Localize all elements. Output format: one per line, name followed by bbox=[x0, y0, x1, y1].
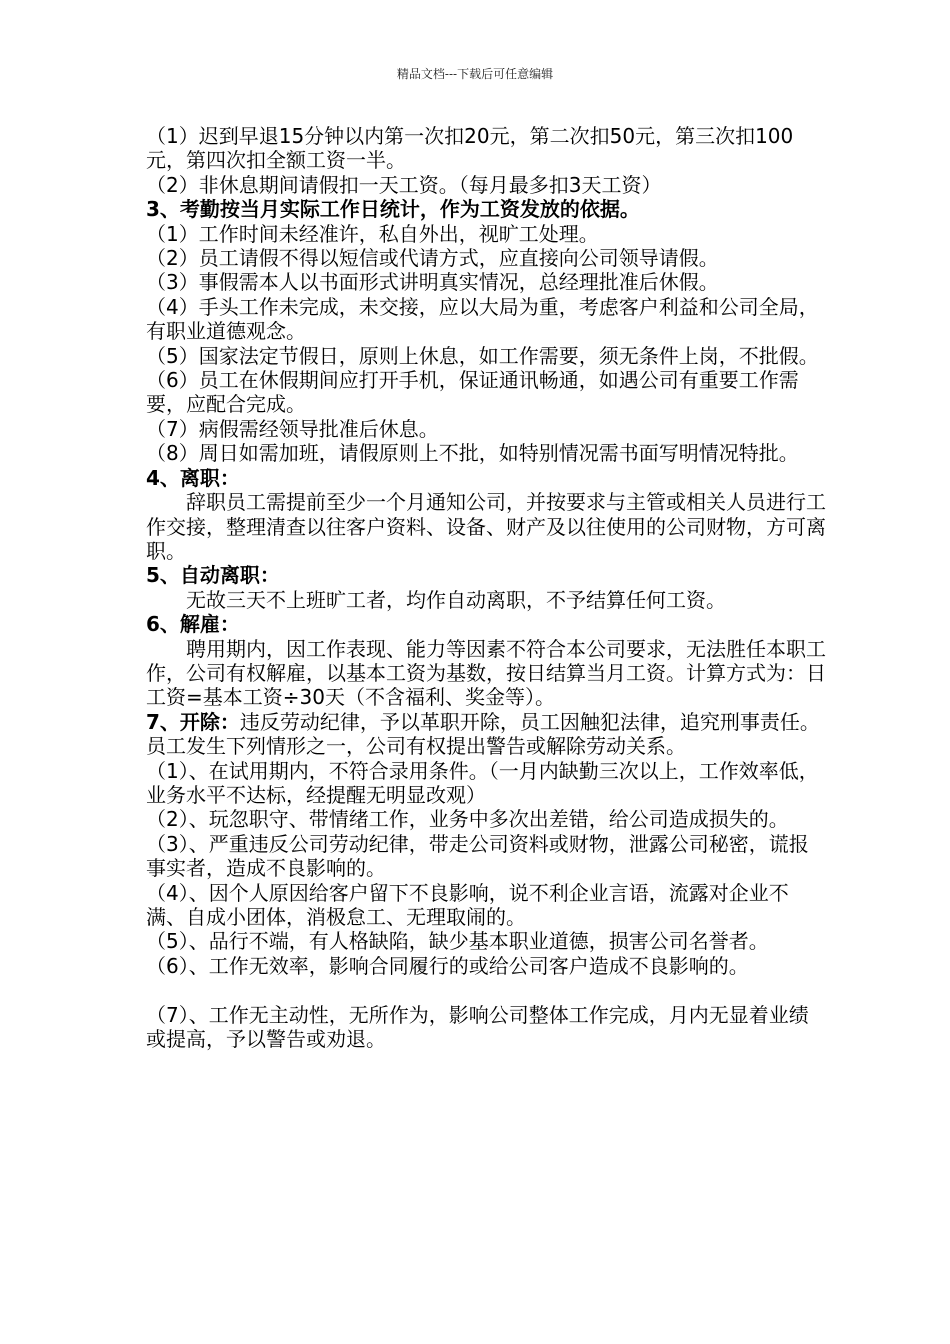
paragraph-warning-7: （7）、工作无主动性，无所作为，影响公司整体工作完成，月内无显着业绩或提高，予以警告或劝退。 bbox=[146, 1002, 809, 1052]
paragraph-attendance-6: （6）员工在休假期间应打开手机，保证通讯畅通，如遇公司有重要工作需要，应配合完成。 bbox=[146, 368, 799, 417]
page-header: 精品文档---下载后可任意编辑 bbox=[396, 67, 554, 81]
paragraph-attendance-7: （7）病假需经领导批准后休息。 bbox=[146, 416, 439, 441]
section-heading-attendance: 3、考勤按当月实际工作日统计，作为工资发放的依据。 bbox=[146, 197, 640, 222]
paragraph-attendance-2: （2）员工请假不得以短信或代请方式，应直接向公司领导请假。 bbox=[146, 246, 719, 271]
paragraph-attendance-1: （1）工作时间未经准许，私自外出，视旷工处理。 bbox=[146, 221, 599, 246]
paragraph-warning-intro: 员工发生下列情形之一，公司有权提出警告或解除劳动关系。 bbox=[146, 734, 686, 759]
paragraph-late-penalty: （1）迟到早退15分钟以内第一次扣20元，第二次扣50元，第三次扣100元，第四次扣全额工资一半。 bbox=[146, 124, 794, 173]
paragraph-warning-3: （3）、严重违反公司劳动纪律，带走公司资料或财物，泄露公司秘密，谎报事实者，造成不良影响的。 bbox=[146, 831, 809, 881]
paragraph-attendance-8: （8）周日如需加班，请假原则上不批，如特别情况需书面写明情况特批。 bbox=[146, 441, 799, 466]
paragraph-warning-6: （6）、工作无效率，影响合同履行的或给公司客户造成不良影响的。 bbox=[146, 953, 749, 978]
paragraph-attendance-3: （3）事假需本人以书面形式讲明真实情况，总经理批准后休假。 bbox=[146, 270, 719, 295]
paragraph-expulsion bbox=[146, 710, 826, 734]
paragraph-warning-1: （1）、在试用期内，不符合录用条件。（一月内缺勤三次以上，工作效率低，业务水平不达标，经提醒无明显改观） bbox=[146, 758, 819, 807]
paragraph-attendance-4: （4）手头工作未完成，未交接，应以大局为重，考虑客户利益和公司全局，有职业道德观念。 bbox=[146, 294, 819, 344]
paragraph-dismissal: 聘用期内，因工作表现、能力等因素不符合本公司要求，无法胜任本职工作，公司有权解雇，以基本工资为基数，按日结算当月工资。计算方式为：日工资=基本工资÷30天（不含福利、奖金等）。 bbox=[146, 636, 826, 710]
expulsion-text: 违反劳动纪律，予以革职开除，员工因触犯法律，追究刑事责任。 bbox=[239, 709, 820, 734]
paragraph-warning-4: （4）、因个人原因给客户留下不良影响，说不利企业言语，流露对企业不满、自成小团体，消极怠工、无理取闹的。 bbox=[146, 880, 789, 929]
document-body bbox=[146, 124, 826, 1051]
section-heading-resignation: 4、离职： bbox=[146, 465, 240, 490]
paragraph-auto-resignation: 无故三天不上班旷工者，均作自动离职，不予结算任何工资。 bbox=[186, 587, 726, 612]
section-heading-expulsion: 7、开除： bbox=[146, 709, 240, 734]
paragraph-warning-5: （5）、品行不端，有人格缺陷，缺少基本职业道德，损害公司名誉者。 bbox=[146, 929, 769, 954]
paragraph-leave-deduction: （2）非休息期间请假扣一天工资。（每月最多扣3天工资） bbox=[146, 172, 662, 197]
paragraph-resignation: 辞职员工需提前至少一个月通知公司，并按要求与主管或相关人员进行工作交接，整理清查以往客户资料、设备、财产及以往使用的公司财物，方可离职。 bbox=[146, 490, 826, 563]
section-heading-dismissal: 6、解雇： bbox=[146, 612, 240, 637]
section-heading-auto-resignation: 5、自动离职： bbox=[146, 563, 280, 588]
paragraph-warning-2: （2）、玩忽职守、带情绪工作，业务中多次出差错，给公司造成损失的。 bbox=[146, 807, 789, 832]
blank-line bbox=[146, 978, 826, 1002]
paragraph-attendance-5: （5）国家法定节假日，原则上休息，如工作需要，须无条件上岗，不批假。 bbox=[146, 343, 819, 368]
